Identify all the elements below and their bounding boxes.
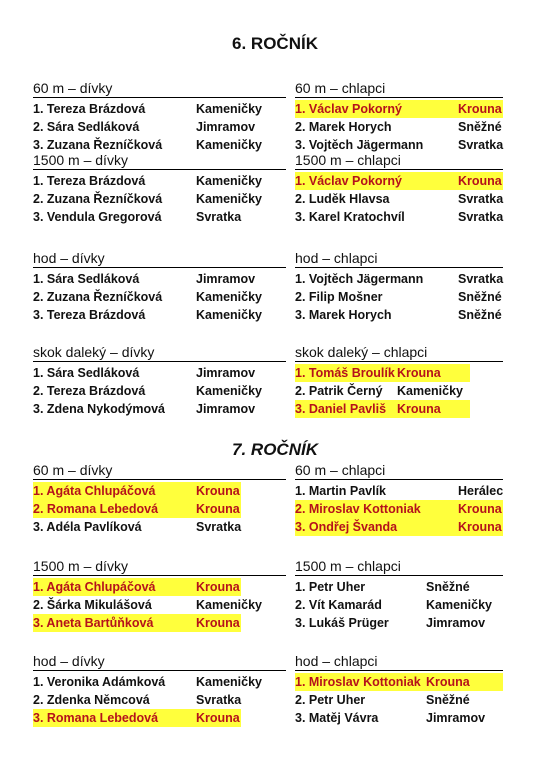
athlete-name: 1. Václav Pokorný [295,102,403,116]
club-name: Krouna [397,366,441,380]
athlete-name: 1. Sára Sedláková [33,366,140,380]
athlete-name: 1. Agáta Chlupáčová [33,580,156,594]
club-name: Svratka [196,520,242,534]
club-name: Jimramov [196,120,256,134]
athlete-name: 3. Matěj Vávra [295,711,379,725]
athlete-name: 2. Patrik Černý [295,384,383,398]
club-name: Svratka [196,210,242,224]
club-name: Krouna [458,102,502,116]
athlete-name: 1. Tereza Brázdová [33,174,146,188]
grade-7-title: 7. ROČNÍK [232,440,318,459]
club-name: Kameničky [426,598,493,612]
event-title: hod – dívky [33,250,286,268]
athlete-name: 3. Karel Kratochvíl [295,210,405,224]
club-name: Kameničky [196,290,263,304]
athlete-name: 3. Romana Lebedová [33,711,159,725]
athlete-name: 3. Adéla Pavlíková [33,520,142,534]
athlete-name: 2. Filip Mošner [295,290,383,304]
result-row [295,518,503,536]
result-row [295,172,503,190]
club-name: Krouna [196,484,240,498]
grade-6-title: 6. ROČNÍK [232,34,318,53]
athlete-name: 2. Luděk Hlavsa [295,192,390,206]
club-name: Krouna [426,675,470,689]
club-name: Jimramov [196,402,256,416]
event-title: skok daleký – chlapci [295,344,503,362]
athlete-name: 2. Marek Horych [295,120,392,134]
event-title: hod – chlapci [295,653,503,671]
result-row [295,673,503,691]
club-name: Sněžné [458,290,502,304]
club-name: Svratka [458,272,504,286]
athlete-name: 2. Zdenka Němcová [33,693,150,707]
result-row [33,614,241,632]
club-name: Jimramov [426,616,486,630]
athlete-name: 3. Marek Horych [295,308,392,322]
athlete-name: 2. Zuzana Řezníčková [33,192,163,206]
club-name: Sněžné [426,580,470,594]
athlete-name: 2. Tereza Brázdová [33,384,146,398]
result-row [295,100,503,118]
club-name: Krouna [458,520,502,534]
result-row [33,709,241,727]
club-name: Krouna [196,711,240,725]
athlete-name: 3. Zuzana Řezníčková [33,138,163,152]
athlete-name: 3. Aneta Bartůňková [33,616,154,630]
club-name: Kameničky [196,192,263,206]
club-name: Krouna [458,174,502,188]
event-title: 1500 m – dívky [33,558,286,576]
club-name: Svratka [458,210,504,224]
event-title: 60 m – chlapci [295,80,503,98]
athlete-name: 3. Vojtěch Jägermann [295,138,424,152]
result-row [33,578,241,596]
club-name: Kameničky [397,384,464,398]
athlete-name: 2. Sára Sedláková [33,120,140,134]
athlete-name: 3. Daniel Pavliš [295,402,387,416]
result-row [295,364,470,382]
athlete-name: 1. Petr Uher [295,580,366,594]
athlete-name: 3. Lukáš Prüger [295,616,389,630]
club-name: Sněžné [426,693,470,707]
result-row [295,500,503,518]
club-name: Kameničky [196,384,263,398]
result-row [33,482,241,500]
club-name: Krouna [196,502,240,516]
club-name: Krouna [397,402,441,416]
club-name: Jimramov [426,711,486,725]
event-title: 1500 m – dívky [33,152,286,170]
athlete-name: 3. Vendula Gregorová [33,210,162,224]
athlete-name: 3. Ondřej Švanda [295,520,398,534]
event-title: 60 m – chlapci [295,462,503,480]
club-name: Krouna [196,616,240,630]
athlete-name: 2. Šárka Mikulášová [33,598,152,612]
athlete-name: 2. Romana Lebedová [33,502,159,516]
athlete-name: 1. Tomáš Broulík [295,366,395,380]
athlete-name: 1. Vojtěch Jägermann [295,272,424,286]
athlete-name: 1. Martin Pavlík [295,484,387,498]
athlete-name: 1. Sára Sedláková [33,272,140,286]
event-title: 60 m – dívky [33,80,286,98]
club-name: Kameničky [196,174,263,188]
club-name: Svratka [458,192,504,206]
club-name: Krouna [196,580,240,594]
athlete-name: 1. Miroslav Kottoniak [295,675,421,689]
club-name: Kameničky [196,308,263,322]
athlete-name: 1. Veronika Adámková [33,675,166,689]
club-name: Kameničky [196,675,263,689]
club-name: Svratka [196,693,242,707]
club-name: Sněžné [458,120,502,134]
club-name: Jimramov [196,366,256,380]
athlete-name: 2. Miroslav Kottoniak [295,502,421,516]
athlete-name: 3. Zdena Nykodýmová [33,402,165,416]
athlete-name: 1. Tereza Brázdová [33,102,146,116]
club-name: Kameničky [196,138,263,152]
event-title: hod – dívky [33,653,286,671]
athlete-name: 2. Vít Kamarád [295,598,382,612]
club-name: Krouna [458,502,502,516]
club-name: Kameničky [196,598,263,612]
athlete-name: 1. Agáta Chlupáčová [33,484,156,498]
athlete-name: 2. Petr Uher [295,693,366,707]
club-name: Svratka [458,138,504,152]
club-name: Kameničky [196,102,263,116]
event-title: skok daleký – dívky [33,344,286,362]
event-title: 60 m – dívky [33,462,286,480]
result-row [295,400,470,418]
club-name: Sněžné [458,308,502,322]
club-name: Jimramov [196,272,256,286]
athlete-name: 1. Václav Pokorný [295,174,403,188]
result-row [33,500,241,518]
event-title: 1500 m – chlapci [295,558,503,576]
event-title: hod – chlapci [295,250,503,268]
athlete-name: 2. Zuzana Řezníčková [33,290,163,304]
event-title: 1500 m – chlapci [295,152,503,170]
club-name: Herálec [458,484,504,498]
athlete-name: 3. Tereza Brázdová [33,308,146,322]
